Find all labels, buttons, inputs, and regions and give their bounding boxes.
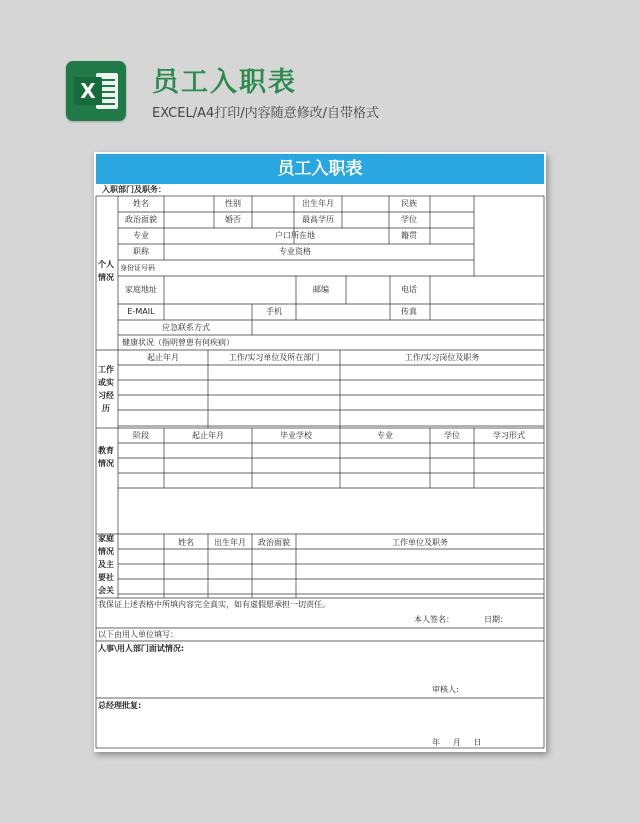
work-position-header: 工作/实习岗位及职务 xyxy=(404,353,480,362)
form-title: 员工入职表 xyxy=(96,154,544,184)
personal-section-label: 个人情况 xyxy=(98,260,114,282)
edu-mode-header: 学习形式 xyxy=(493,431,525,440)
label-fax: 传真 xyxy=(401,307,417,316)
label-ethnic: 民族 xyxy=(401,199,417,208)
label-phone: 电话 xyxy=(401,285,417,294)
excel-icon xyxy=(66,61,126,121)
reviewer-label: 审核人: xyxy=(432,685,459,694)
label-birth: 出生年月 xyxy=(302,199,334,208)
label-emergency: 应急联系方式 xyxy=(162,323,210,332)
label-title: 职称 xyxy=(133,247,149,256)
dept-position-label: 入职部门及职务： xyxy=(102,185,166,194)
edu-school-header: 毕业学校 xyxy=(280,431,312,440)
label-health: 健康状况（指明曾患有何疾病） xyxy=(122,338,234,347)
label-id-number: 身份证号码 xyxy=(120,264,155,272)
page-subtitle: EXCEL/A4打印/内容随意修改/自带格式 xyxy=(152,106,380,121)
label-name: 姓名 xyxy=(133,199,149,208)
signature-label: 本人签名： xyxy=(414,615,454,624)
form-grid xyxy=(94,152,546,752)
label-mobile: 手机 xyxy=(266,307,282,316)
form-paper xyxy=(94,152,546,752)
label-major: 专业 xyxy=(133,231,149,240)
work-section-label: 工作或实习经历 xyxy=(98,365,114,413)
approval-date-label: 年 月 日 xyxy=(432,738,482,747)
x-letter-icon: X xyxy=(74,77,102,105)
work-period-header: 起止年月 xyxy=(147,353,179,362)
declaration-text: 我保证上述表格中所填内容完全真实，如有虚假愿承担一切责任。 xyxy=(98,600,330,609)
family-name-header: 姓名 xyxy=(178,538,194,547)
edu-section-label: 教育情况 xyxy=(98,446,114,468)
work-company-header: 工作/实习单位及所在部门 xyxy=(228,353,320,362)
edu-stage-header: 阶段 xyxy=(133,431,149,440)
employer-fill-label: 以下由用人单位填写： xyxy=(98,630,178,639)
edu-period-header: 起止年月 xyxy=(192,431,224,440)
label-education: 最高学历 xyxy=(302,215,334,224)
label-address: 家庭地址 xyxy=(125,285,157,294)
label-postcode: 邮编 xyxy=(313,285,329,294)
edu-major-header: 专业 xyxy=(377,431,393,440)
page-title: 员工入职表 xyxy=(152,67,297,98)
interview-label: 人事\用人部门面试情况: xyxy=(98,644,185,653)
label-degree: 学位 xyxy=(401,215,417,224)
label-gender: 性别 xyxy=(225,199,241,208)
label-qualification: 专业资格 xyxy=(279,247,311,256)
label-marital: 婚否 xyxy=(225,215,241,224)
label-hukou: 户口所在地 xyxy=(275,231,315,240)
gm-approval-label: 总经理批复: xyxy=(98,701,142,710)
family-birth-header: 出生年月 xyxy=(214,538,246,547)
label-political: 政治面貌 xyxy=(125,215,157,224)
family-political-header: 政治面貌 xyxy=(258,538,290,547)
family-section-label: 家庭情况及主要社会关 xyxy=(98,534,114,595)
edu-degree-header: 学位 xyxy=(444,431,460,440)
label-email: E-MAIL xyxy=(127,307,155,316)
date-label: 日期： xyxy=(484,615,508,624)
family-work-header: 工作单位及职务 xyxy=(392,538,448,547)
label-native: 籍贯 xyxy=(401,231,417,240)
